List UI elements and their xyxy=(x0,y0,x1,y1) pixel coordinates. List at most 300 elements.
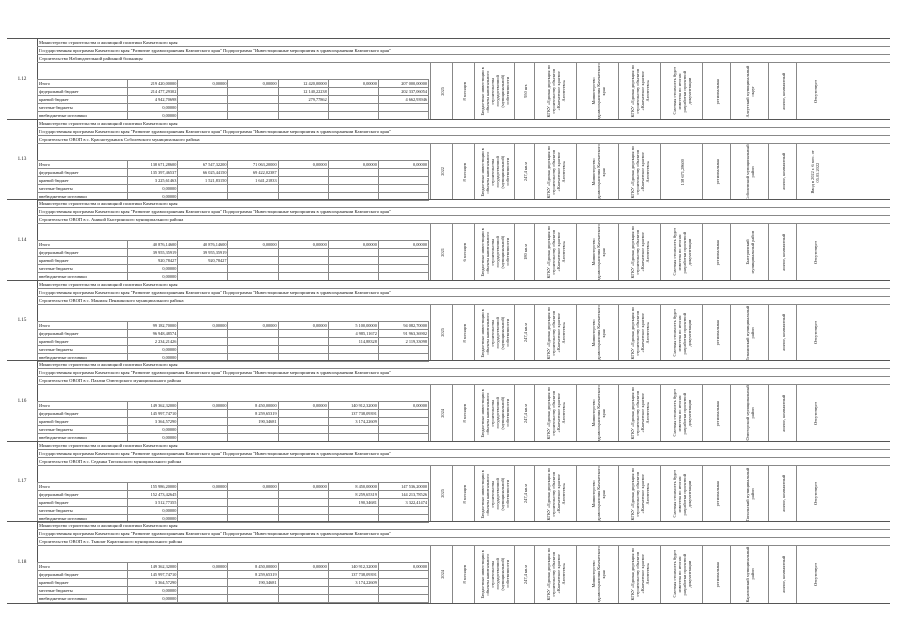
info-text: КГКУ «Единая дирекция по строительству объектов «Камчатское краевое Агентство» xyxy=(630,547,650,601)
funding-value xyxy=(278,176,328,184)
project-title: Строительство ОВОП в с. Седанка Тигильского муниципального района xyxy=(37,458,890,466)
funding-value xyxy=(178,587,228,595)
significance-cell xyxy=(702,224,731,281)
project-number: 1.15 xyxy=(7,281,38,362)
funding-value xyxy=(178,498,228,506)
funding-value: 279,77862 xyxy=(278,96,328,104)
investment-type-cell xyxy=(474,224,515,281)
funding-value: 0,00000 xyxy=(128,514,178,522)
funding-value xyxy=(328,426,378,434)
project-header-line: Министерство строительства и жилищной политики Камчатского края xyxy=(37,281,890,289)
federal-row xyxy=(38,249,429,257)
regional-row xyxy=(38,498,429,506)
info-text: Соболевский муниципальный район xyxy=(745,143,755,200)
info-text: КГКУ «Единая дирекция по строительству объектов «Камчатское краевое Агентство» xyxy=(630,306,650,360)
funding-value xyxy=(178,104,228,112)
funding-value xyxy=(328,176,378,184)
object-type-cell xyxy=(768,305,797,362)
info-text: Сметная стоимость будет известна по итогам разработки проектной документации xyxy=(672,67,692,115)
funding-value: 0,00000 xyxy=(278,241,328,249)
funding-source-label: федеральный бюджет xyxy=(38,329,128,337)
funding-value: 0,00000 xyxy=(128,434,178,442)
funding-value: 94 082,70000 xyxy=(378,321,428,329)
object-type-cell xyxy=(768,546,797,603)
funding-source-label: Итого xyxy=(38,241,128,249)
funding-value: 0,00000 xyxy=(128,273,178,281)
funding-value: 0,00000 xyxy=(128,112,178,120)
funding-value: 12 420,00000 xyxy=(278,80,328,88)
funding-value xyxy=(278,490,328,498)
funding-value xyxy=(178,329,228,337)
info-text: региональная xyxy=(714,239,720,265)
project-number: 1.17 xyxy=(7,442,38,523)
info-text: жилое, компактный xyxy=(780,314,786,352)
year-cell xyxy=(430,385,453,442)
funding-value: 0,00000 xyxy=(278,402,328,410)
project-number: 1.18 xyxy=(7,522,38,603)
funding-value: 99 182,70000 xyxy=(128,321,178,329)
funding-value: 66 025,44150 xyxy=(178,168,228,176)
year-cell xyxy=(430,63,453,120)
funding-value: 190,34681 xyxy=(328,498,378,506)
funding-table xyxy=(37,240,429,281)
funding-value: 8 259,65319 xyxy=(328,490,378,498)
funding-value xyxy=(228,257,278,265)
funding-value: 149 362,32000 xyxy=(128,402,178,410)
funding-source-label: федеральный бюджет xyxy=(38,88,128,96)
info-text: 2025 xyxy=(439,328,445,338)
funding-value xyxy=(378,506,428,514)
funding-source-label: внебюджетные источники xyxy=(38,273,128,281)
project-header-line: Министерство строительства и жилищной политики Камчатского края xyxy=(37,39,890,47)
info-text: 2022 xyxy=(439,167,445,177)
info-text: Сметная стоимость будет известна по итогам разработки проектной документации xyxy=(672,550,692,598)
funding-value xyxy=(228,595,278,603)
funding-value xyxy=(278,104,328,112)
funding-value: 3 174,22609 xyxy=(328,418,378,426)
info-text: 8 месяцев xyxy=(461,323,467,342)
regional-row xyxy=(38,337,429,345)
funding-source-label: Итого xyxy=(38,563,128,571)
cost-cell xyxy=(660,63,703,120)
total-row xyxy=(38,160,429,168)
customer-cell xyxy=(534,224,577,281)
funding-value: 0,00000 xyxy=(328,241,378,249)
info-text: 950 шт. xyxy=(522,84,528,99)
info-text: 247,4 кв.м xyxy=(522,323,528,343)
local-row xyxy=(38,345,429,353)
funding-value: 137 738,09391 xyxy=(328,571,378,579)
funding-table xyxy=(37,401,429,442)
federal-row xyxy=(38,168,429,176)
info-text: региональная xyxy=(714,561,720,587)
project-header-line: Государственная программа Камчатского края "Развитие здравоохранения Камчатского края" Подпрограмма "Инвестиционные мероприятия в здравоохранении Камчатского края" xyxy=(37,47,890,55)
municipality-cell xyxy=(730,305,769,362)
funding-table xyxy=(37,79,429,120)
note-cell xyxy=(796,305,833,362)
funding-value xyxy=(378,579,428,587)
funding-value xyxy=(378,176,428,184)
investment-type-cell xyxy=(474,305,515,362)
funding-value: 920,78427 xyxy=(128,257,178,265)
investment-type-cell xyxy=(474,385,515,442)
info-text: Сметная стоимость будет известна по итогам разработки проектной документации xyxy=(672,389,692,437)
project-header-line: Министерство строительства и жилищной политики Камчатского края xyxy=(37,522,890,530)
funding-value xyxy=(378,249,428,257)
info-text: 247,4 кв.м xyxy=(522,564,528,584)
duration-cell xyxy=(452,224,475,281)
funding-value: 140 912,32000 xyxy=(328,563,378,571)
info-text: КГКУ «Единая дирекция по строительству объектов «Камчатское краевое Агентство» xyxy=(630,225,650,279)
funding-value: 0,00000 xyxy=(228,241,278,249)
regional-row xyxy=(38,96,429,104)
funding-value: 8 259,65319 xyxy=(228,410,278,418)
local-row xyxy=(38,506,429,514)
funding-table xyxy=(37,321,429,362)
info-text: Министерство здравоохранения Камчатского края xyxy=(590,546,606,603)
info-text: региональная xyxy=(714,320,720,346)
funding-source-label: Итого xyxy=(38,80,128,88)
funding-value: 5 100,00000 xyxy=(328,321,378,329)
funding-value xyxy=(278,257,328,265)
funding-value xyxy=(278,587,328,595)
ministry-cell xyxy=(576,63,619,120)
info-text: Отсутствует xyxy=(812,562,818,586)
funding-value: 0,00000 xyxy=(328,160,378,168)
info-text: Отсутствует xyxy=(812,240,818,264)
funding-value xyxy=(328,184,378,192)
project-header-line: Министерство строительства и жилищной политики Камчатского края xyxy=(37,442,890,450)
funding-value xyxy=(328,257,378,265)
funding-value: 0,00000 xyxy=(178,80,228,88)
municipality-cell xyxy=(730,224,769,281)
funding-value xyxy=(378,257,428,265)
funding-value xyxy=(228,498,278,506)
funding-value xyxy=(278,345,328,353)
funding-value xyxy=(228,104,278,112)
note-cell xyxy=(796,224,833,281)
funding-value xyxy=(378,418,428,426)
info-text: 8 месяцев xyxy=(461,565,467,584)
info-text: 8 месяцев xyxy=(461,404,467,423)
year-cell xyxy=(430,546,453,603)
funding-source-label: местные бюджеты xyxy=(38,265,128,273)
ministry-cell xyxy=(576,466,619,523)
funding-value: 67 547,32200 xyxy=(178,160,228,168)
funding-value xyxy=(178,506,228,514)
info-text: 2025 xyxy=(439,86,445,96)
info-text: Министерство здравоохранения Камчатского края xyxy=(590,385,606,442)
info-text: Отсутствует xyxy=(812,401,818,425)
info-text: 247,4 кв.м xyxy=(522,162,528,182)
funding-source-label: Итого xyxy=(38,402,128,410)
funding-source-label: федеральный бюджет xyxy=(38,249,128,257)
capacity-cell xyxy=(514,466,535,523)
funding-source-label: краевой бюджет xyxy=(38,96,128,104)
funding-value xyxy=(328,96,378,104)
total-row xyxy=(38,402,429,410)
funding-value: 140 912,32000 xyxy=(328,402,378,410)
funding-value: 4 985,11672 xyxy=(328,329,378,337)
info-text: Тигильский муниципальный район xyxy=(745,466,755,521)
funding-value xyxy=(378,184,428,192)
funding-value xyxy=(178,490,228,498)
duration-cell xyxy=(452,144,475,201)
funding-value xyxy=(228,490,278,498)
funding-value: 3 364,57290 xyxy=(128,418,178,426)
funding-value: 2 119,33098 xyxy=(378,337,428,345)
funding-value: 152 473,42645 xyxy=(128,490,178,498)
funding-value: 145 997,74710 xyxy=(128,571,178,579)
funding-source-label: местные бюджеты xyxy=(38,104,128,112)
info-text: КГКУ «Единая дирекция по строительству объектов «Камчатское краевое Агентство» xyxy=(630,145,650,199)
significance-cell xyxy=(702,63,731,120)
total-row xyxy=(38,321,429,329)
funding-value xyxy=(228,329,278,337)
municipality-cell xyxy=(730,63,769,120)
info-text: КГКУ «Единая дирекция по строительству объектов «Камчатское краевое Агентство» xyxy=(630,386,650,440)
funding-value: 144 213,78526 xyxy=(378,490,428,498)
funding-value xyxy=(328,587,378,595)
info-text: Отсутствует xyxy=(812,482,818,506)
funding-source-label: краевой бюджет xyxy=(38,257,128,265)
significance-cell xyxy=(702,305,731,362)
info-text: жилое, компактный xyxy=(780,72,786,110)
customer-cell xyxy=(534,144,577,201)
funding-value xyxy=(328,595,378,603)
project-header-line: Министерство строительства и жилищной политики Камчатского края xyxy=(37,120,890,128)
cost-cell xyxy=(660,546,703,603)
note-cell xyxy=(796,385,833,442)
info-text: 247,4 кв.м xyxy=(522,484,528,504)
info-text: КГКУ «Единая дирекция по строительству объектов «Камчатское краевое Агентство» xyxy=(630,467,650,521)
project-header-line: Государственная программа Камчатского края "Развитие здравоохранения Камчатского края" Подпрограмма "Инвестиционные мероприятия в здравоохранении Камчатского края" xyxy=(37,530,890,538)
info-text: жилое, компактный xyxy=(780,475,786,513)
info-text: жилое, компактный xyxy=(780,153,786,191)
funding-value: 3 174,22609 xyxy=(328,579,378,587)
info-text: Отсутствует xyxy=(812,321,818,345)
funding-value xyxy=(328,168,378,176)
funding-value: 0,00000 xyxy=(178,321,228,329)
funding-value: 0,00000 xyxy=(178,482,228,490)
year-cell xyxy=(430,144,453,201)
funding-source-label: краевой бюджет xyxy=(38,418,128,426)
info-text: Бюджетные инвестиции в объекты капитального строительства государственной (муниципальной) собственности xyxy=(480,469,510,518)
funding-value: 8 450,00000 xyxy=(328,482,378,490)
funding-value xyxy=(328,506,378,514)
local-row xyxy=(38,426,429,434)
info-text: Бюджетные инвестиции в объекты капитального строительства государственной (муниципальной) собственности xyxy=(480,147,510,196)
developer-cell xyxy=(618,305,661,362)
note-cell xyxy=(796,546,833,603)
funding-value: 135 397,46537 xyxy=(128,168,178,176)
funding-value xyxy=(378,410,428,418)
funding-value xyxy=(328,104,378,112)
cost-cell xyxy=(660,144,703,201)
funding-value xyxy=(378,426,428,434)
year-cell xyxy=(430,224,453,281)
federal-row xyxy=(38,410,429,418)
funding-table xyxy=(37,160,429,201)
duration-cell xyxy=(452,385,475,442)
investment-type-cell xyxy=(474,144,515,201)
significance-cell xyxy=(702,385,731,442)
funding-value xyxy=(378,265,428,273)
funding-value: 40 876,14600 xyxy=(178,241,228,249)
funding-value: 190,34681 xyxy=(228,579,278,587)
info-text: региональная xyxy=(714,481,720,507)
funding-value: 8 450,00000 xyxy=(228,563,278,571)
cost-cell xyxy=(660,466,703,523)
funding-value xyxy=(228,96,278,104)
developer-cell xyxy=(618,224,661,281)
capacity-cell xyxy=(514,385,535,442)
project-header-line: Министерство строительства и жилищной политики Камчатского края xyxy=(37,200,890,208)
municipality-cell xyxy=(730,385,769,442)
customer-cell xyxy=(534,305,577,362)
info-text: региональная xyxy=(714,159,720,185)
funding-value: 2 234,21426 xyxy=(128,337,178,345)
funding-source-label: местные бюджеты xyxy=(38,184,128,192)
project-number: 1.13 xyxy=(7,120,38,201)
year-cell xyxy=(430,305,453,362)
funding-value xyxy=(278,418,328,426)
info-text: Ввод в 2022 г. 6 мес. от 05.05.2022 xyxy=(810,150,820,194)
funding-value: 1 641,21833 xyxy=(228,176,278,184)
funding-value xyxy=(378,587,428,595)
funding-source-label: федеральный бюджет xyxy=(38,168,128,176)
project-title: Строительство ОВОП в с. Манилы Пенжинского муниципального района xyxy=(37,297,890,305)
funding-value xyxy=(278,595,328,603)
funding-source-label: внебюджетные источники xyxy=(38,192,128,200)
investment-type-cell xyxy=(474,466,515,523)
funding-value: 12 140,22238 xyxy=(278,88,328,96)
funding-value: 114,88328 xyxy=(328,337,378,345)
info-text: Министерство здравоохранения Камчатского края xyxy=(590,224,606,281)
local-row xyxy=(38,104,429,112)
funding-table xyxy=(37,562,429,603)
investment-type-cell xyxy=(474,546,515,603)
funding-source-label: местные бюджеты xyxy=(38,345,128,353)
funding-value: 3 322,41474 xyxy=(378,498,428,506)
funding-value: 0,00000 xyxy=(128,345,178,353)
funding-value: 207 000,00000 xyxy=(378,80,428,88)
funding-value: 0,00000 xyxy=(378,160,428,168)
capacity-cell xyxy=(514,546,535,603)
customer-cell xyxy=(534,385,577,442)
funding-value: 3 364,57290 xyxy=(128,579,178,587)
capacity-cell xyxy=(514,144,535,201)
funding-value: 0,00000 xyxy=(228,80,278,88)
funding-value: 91 963,36902 xyxy=(378,329,428,337)
project-title: Строительство ОВОП в с. Аникой Быстринского муниципального района xyxy=(37,216,890,224)
customer-cell xyxy=(534,546,577,603)
funding-value xyxy=(228,184,278,192)
funding-value: 0,00000 xyxy=(128,192,178,200)
funding-value: 4 942,70698 xyxy=(128,96,178,104)
funding-source-label: местные бюджеты xyxy=(38,587,128,595)
funding-value xyxy=(228,345,278,353)
funding-value: 71 063,20000 xyxy=(228,160,278,168)
funding-value: 202 337,06054 xyxy=(378,88,428,96)
object-type-cell xyxy=(768,224,797,281)
cost-cell xyxy=(660,305,703,362)
funding-value xyxy=(278,184,328,192)
funding-value: 0,00000 xyxy=(128,587,178,595)
customer-cell xyxy=(534,63,577,120)
funding-value: 39 955,35919 xyxy=(178,249,228,257)
funding-source-label: федеральный бюджет xyxy=(38,490,128,498)
funding-source-label: краевой бюджет xyxy=(38,498,128,506)
project-block xyxy=(7,38,890,120)
project-header-line: Государственная программа Камчатского края "Развитие здравоохранения Камчатского края" Подпрограмма "Инвестиционные мероприятия в здравоохранении Камчатского края" xyxy=(37,369,890,377)
regional-row xyxy=(38,176,429,184)
customer-cell xyxy=(534,466,577,523)
funding-value: 8 450,00000 xyxy=(228,402,278,410)
info-text: КГКУ «Единая дирекция по строительству объектов «Камчатское краевое Агентство» xyxy=(546,467,566,521)
info-text: 8 месяцев xyxy=(461,82,467,101)
info-text: Министерство здравоохранения Камчатского края xyxy=(590,63,606,120)
info-text: Сметная стоимость будет известна по итогам разработки проектной документации xyxy=(672,470,692,518)
funding-value xyxy=(328,88,378,96)
funding-value: 138 671,28600 xyxy=(128,160,178,168)
total-row xyxy=(38,241,429,249)
funding-value xyxy=(178,579,228,587)
duration-cell xyxy=(452,546,475,603)
funding-value: 155 986,20000 xyxy=(128,482,178,490)
funding-value xyxy=(278,571,328,579)
federal-row xyxy=(38,329,429,337)
project-number: 1.16 xyxy=(7,361,38,442)
funding-value: 0,00000 xyxy=(178,563,228,571)
funding-source-label: краевой бюджет xyxy=(38,579,128,587)
funding-value xyxy=(328,265,378,273)
funding-value: 40 876,14600 xyxy=(128,241,178,249)
funding-value: 0,00000 xyxy=(378,563,428,571)
developer-cell xyxy=(618,546,661,603)
funding-value xyxy=(178,88,228,96)
funding-value: 137 738,09391 xyxy=(328,410,378,418)
funding-value: 0,00000 xyxy=(128,353,178,361)
funding-value xyxy=(378,595,428,603)
info-text: КГКУ «Единая дирекция по строительству объектов «Камчатское краевое Агентство» xyxy=(546,547,566,601)
info-text: КГКУ «Единая дирекция по строительству объектов «Камчатское краевое Агентство» xyxy=(546,386,566,440)
project-header-line: Государственная программа Камчатского края "Развитие здравоохранения Камчатского края" Подпрограмма "Инвестиционные мероприятия в здравоохранении Камчатского края" xyxy=(37,208,890,216)
regional-row xyxy=(38,418,429,426)
funding-value: 0,00000 xyxy=(128,426,178,434)
info-text: Бюджетные инвестиции в объекты капитального строительства государственной (муниципальной) собственности xyxy=(480,308,510,357)
info-text: жилое, компактный xyxy=(780,555,786,593)
info-text: Сметная стоимость будет известна по итогам разработки проектной документации xyxy=(672,309,692,357)
project-block xyxy=(7,360,890,442)
funding-value xyxy=(228,587,278,595)
investment-type-cell xyxy=(474,63,515,120)
funding-source-label: внебюджетные источники xyxy=(38,434,128,442)
funding-value xyxy=(228,506,278,514)
funding-value: 0,00000 xyxy=(278,482,328,490)
funding-value: 1 521,83150 xyxy=(178,176,228,184)
project-title: Строительство ОВОП в с. Тымлат Карагинского муниципального района xyxy=(37,538,890,546)
info-text: 2021 xyxy=(439,247,445,257)
funding-value xyxy=(228,337,278,345)
project-block xyxy=(7,521,890,604)
funding-value: 3 225,61463 xyxy=(128,176,178,184)
funding-value: 0,00000 xyxy=(128,184,178,192)
funding-value xyxy=(378,104,428,112)
funding-value: 3 512,77355 xyxy=(128,498,178,506)
ministry-cell xyxy=(576,144,619,201)
funding-value xyxy=(378,168,428,176)
